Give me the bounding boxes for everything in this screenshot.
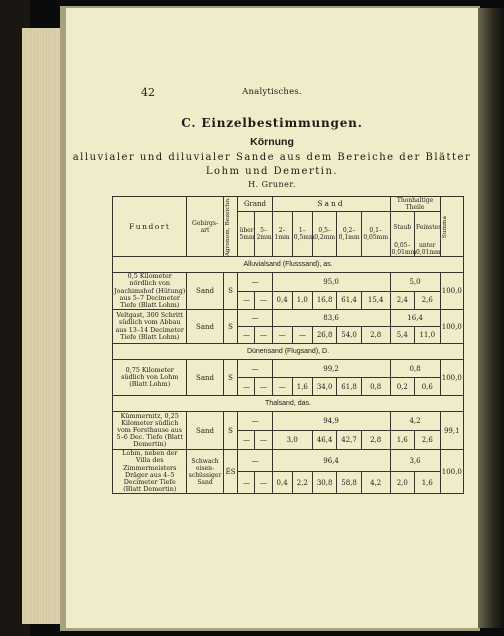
header-agronom bbox=[223, 197, 238, 257]
sand-total-cell: 94,9 bbox=[272, 412, 390, 431]
value-cell: 0,2 bbox=[390, 378, 414, 396]
section-description bbox=[66, 151, 478, 179]
gebirgsart-cell: Sand bbox=[187, 360, 223, 396]
author: H. Gruner. bbox=[248, 180, 296, 189]
value-cell: 1,6 bbox=[390, 431, 414, 450]
value-cell: — bbox=[272, 378, 292, 396]
grand-total-cell: — bbox=[238, 360, 272, 378]
grand-total-cell: — bbox=[238, 450, 272, 472]
value-cell: — bbox=[292, 327, 312, 344]
value-cell: — bbox=[255, 327, 272, 344]
value-cell: 0,4 bbox=[272, 291, 292, 310]
sand-total-cell: 95,0 bbox=[272, 273, 390, 292]
summa-cell: 100,0 bbox=[440, 273, 463, 310]
sand-total-cell: 99,2 bbox=[272, 360, 390, 378]
value-cell: 3,0 bbox=[272, 431, 312, 450]
value-cell: — bbox=[255, 431, 272, 450]
gebirgsart-cell: Schwach eisen-schüssiger Sand bbox=[187, 450, 223, 494]
header-sand-sub-4: 0,2–0,1mm bbox=[337, 212, 361, 257]
header-thon: Thonhaltige Theile bbox=[390, 197, 440, 212]
header-summa-text: Summa bbox=[441, 215, 448, 238]
agronom-cell: S bbox=[223, 310, 238, 344]
gebirgsart-cell: Sand bbox=[187, 273, 223, 310]
value-cell: 61,4 bbox=[337, 291, 361, 310]
value-cell: 1,6 bbox=[415, 472, 441, 494]
value-cell: 2,6 bbox=[415, 291, 441, 310]
section-title: C. Einzelbestimmungen. bbox=[181, 116, 363, 130]
table-row bbox=[113, 412, 464, 431]
description-line-2: Lohm und Demertin. bbox=[205, 166, 339, 177]
value-cell: 15,4 bbox=[361, 291, 390, 310]
section-row bbox=[113, 257, 464, 273]
value-cell: — bbox=[255, 472, 272, 494]
header-gebirgsart: Gebirgs-art bbox=[187, 197, 223, 257]
gebirgsart-cell: Sand bbox=[187, 310, 223, 344]
value-cell: 0,6 bbox=[415, 378, 441, 396]
header-row-1 bbox=[113, 197, 464, 212]
value-cell: — bbox=[238, 378, 255, 396]
agronom-cell: ĖS bbox=[223, 450, 238, 494]
value-cell: 16,8 bbox=[312, 291, 336, 310]
value-cell: — bbox=[255, 291, 272, 310]
summa-cell: 99,1 bbox=[440, 412, 463, 450]
running-head: Analytisches. bbox=[242, 87, 302, 97]
table-row bbox=[113, 360, 464, 378]
section-row bbox=[113, 396, 464, 412]
value-cell: 2,8 bbox=[361, 431, 390, 450]
header-grand: Grand bbox=[238, 197, 272, 212]
fundort-cell: Lohm, neben der Villa des Zimmermeisters Dräger aus 4–5 Decimeter Tiefe (Blatt Demertin) bbox=[113, 450, 187, 494]
fundort-cell: 0,5 Kilometer nördlich von Joachimshof (Hütung) aus 5–7 Decimeter Tiefe (Blatt Lohm) bbox=[114, 272, 186, 309]
thon-total-cell: 4,2 bbox=[390, 412, 440, 431]
thon-total-cell: 0,8 bbox=[390, 360, 440, 378]
header-thon-feinstes: Feinstes bbox=[415, 212, 441, 243]
value-cell: — bbox=[255, 378, 272, 396]
header-agronom-text: Agronom. Bezeichn. bbox=[224, 197, 231, 257]
page-header bbox=[66, 86, 478, 100]
header-sand-sub-1: 2–1mm bbox=[272, 212, 292, 257]
value-cell: 42,7 bbox=[337, 431, 361, 450]
table-row bbox=[113, 450, 464, 472]
value-cell: 1,6 bbox=[292, 378, 312, 396]
header-fundort: Fundort bbox=[113, 197, 187, 257]
value-cell: 2,6 bbox=[415, 431, 441, 450]
header-thon-sub-1: 0,05–0,01mm bbox=[391, 242, 417, 257]
header-sand-sub-3: 0,5–0,2mm bbox=[312, 212, 336, 257]
value-cell: — bbox=[238, 327, 255, 344]
header-sand-sub-2: 1–0,5mm bbox=[292, 212, 312, 257]
header-thon-staub: Staub bbox=[390, 212, 414, 243]
value-cell: 1,0 bbox=[292, 291, 312, 310]
value-cell: 0,4 bbox=[272, 472, 292, 494]
book-spine bbox=[478, 8, 504, 628]
section-subtitle: Körnung bbox=[250, 136, 294, 148]
grand-total-cell: — bbox=[238, 310, 272, 327]
value-cell: — bbox=[238, 431, 255, 450]
gebirgsart-cell: Sand bbox=[187, 412, 223, 450]
sand-total-cell: 96,4 bbox=[272, 450, 390, 472]
section-title-cell: Alluvialsand (Flusssand), as. bbox=[113, 257, 464, 273]
value-cell: 58,8 bbox=[337, 472, 361, 494]
table-row bbox=[113, 273, 464, 292]
value-cell: 61,8 bbox=[337, 378, 361, 396]
agronom-cell: S bbox=[223, 360, 238, 396]
value-cell: 4,2 bbox=[361, 472, 390, 494]
value-cell: — bbox=[238, 472, 255, 494]
thon-total-cell: 5,0 bbox=[390, 273, 440, 292]
fundort-cell: Kümmernitz, 0,25 Kilometer südlich vom Forsthause aus 5–6 Dec. Tiefe (Blatt Demertin) bbox=[113, 412, 187, 450]
sand-total-cell: 83,6 bbox=[272, 310, 390, 327]
thon-total-cell: 16,4 bbox=[390, 310, 440, 327]
thon-total-cell: 3,6 bbox=[390, 450, 440, 472]
value-cell: 2,4 bbox=[390, 291, 414, 310]
value-cell: 34,0 bbox=[312, 378, 336, 396]
section-title-cell: Dünensand (Flugsand), D. bbox=[113, 344, 464, 360]
page-number: 42 bbox=[141, 86, 155, 99]
summa-cell: 100,0 bbox=[440, 310, 463, 344]
table-row bbox=[113, 310, 464, 327]
value-cell: 30,8 bbox=[312, 472, 336, 494]
value-cell: 54,0 bbox=[337, 327, 361, 344]
summa-cell: 100,0 bbox=[440, 360, 463, 396]
fundort-cell: 0,75 Kilometer südlich von Lohm (Blatt Lohm) bbox=[113, 360, 187, 396]
agronom-cell: S bbox=[223, 273, 238, 310]
value-cell: — bbox=[238, 291, 255, 310]
header-sand-sub-5: 0,1–0,05mm bbox=[361, 212, 390, 257]
description-line-1: alluvialer und diluvialer Sande aus dem Bereiche der Blätter bbox=[72, 152, 472, 163]
value-cell: 0,8 bbox=[361, 378, 390, 396]
value-cell: 2,2 bbox=[292, 472, 312, 494]
value-cell: — bbox=[272, 327, 292, 344]
fundort-cell: Veltgast, 300 Schritt südlich vom Abbau aus 13–14 Decimeter Tiefe (Blatt Lohm) bbox=[113, 310, 187, 344]
header-summa bbox=[440, 197, 463, 257]
grand-total-cell: — bbox=[238, 273, 272, 292]
value-cell: 2,8 bbox=[361, 327, 390, 344]
summa-cell: 100,0 bbox=[440, 450, 463, 494]
book-page bbox=[66, 8, 478, 628]
header-sand: Sand bbox=[272, 197, 390, 212]
value-cell: 46,4 bbox=[312, 431, 336, 450]
grand-total-cell: — bbox=[238, 412, 272, 431]
header-grand-sub-2: 5–2mm bbox=[255, 212, 272, 257]
value-cell: 2,0 bbox=[390, 472, 414, 494]
header-grand-sub-1: über 5mm bbox=[238, 212, 255, 257]
header-thon-sub-2: unter 0,01mm bbox=[416, 242, 441, 257]
value-cell: 5,4 bbox=[390, 327, 414, 344]
section-row bbox=[113, 344, 464, 360]
value-cell: 11,0 bbox=[415, 327, 441, 344]
grain-size-table bbox=[112, 196, 464, 494]
section-title-cell: Thalsand, das. bbox=[113, 396, 464, 412]
value-cell: 26,8 bbox=[312, 327, 336, 344]
agronom-cell: S bbox=[223, 412, 238, 450]
table-body bbox=[113, 197, 464, 494]
